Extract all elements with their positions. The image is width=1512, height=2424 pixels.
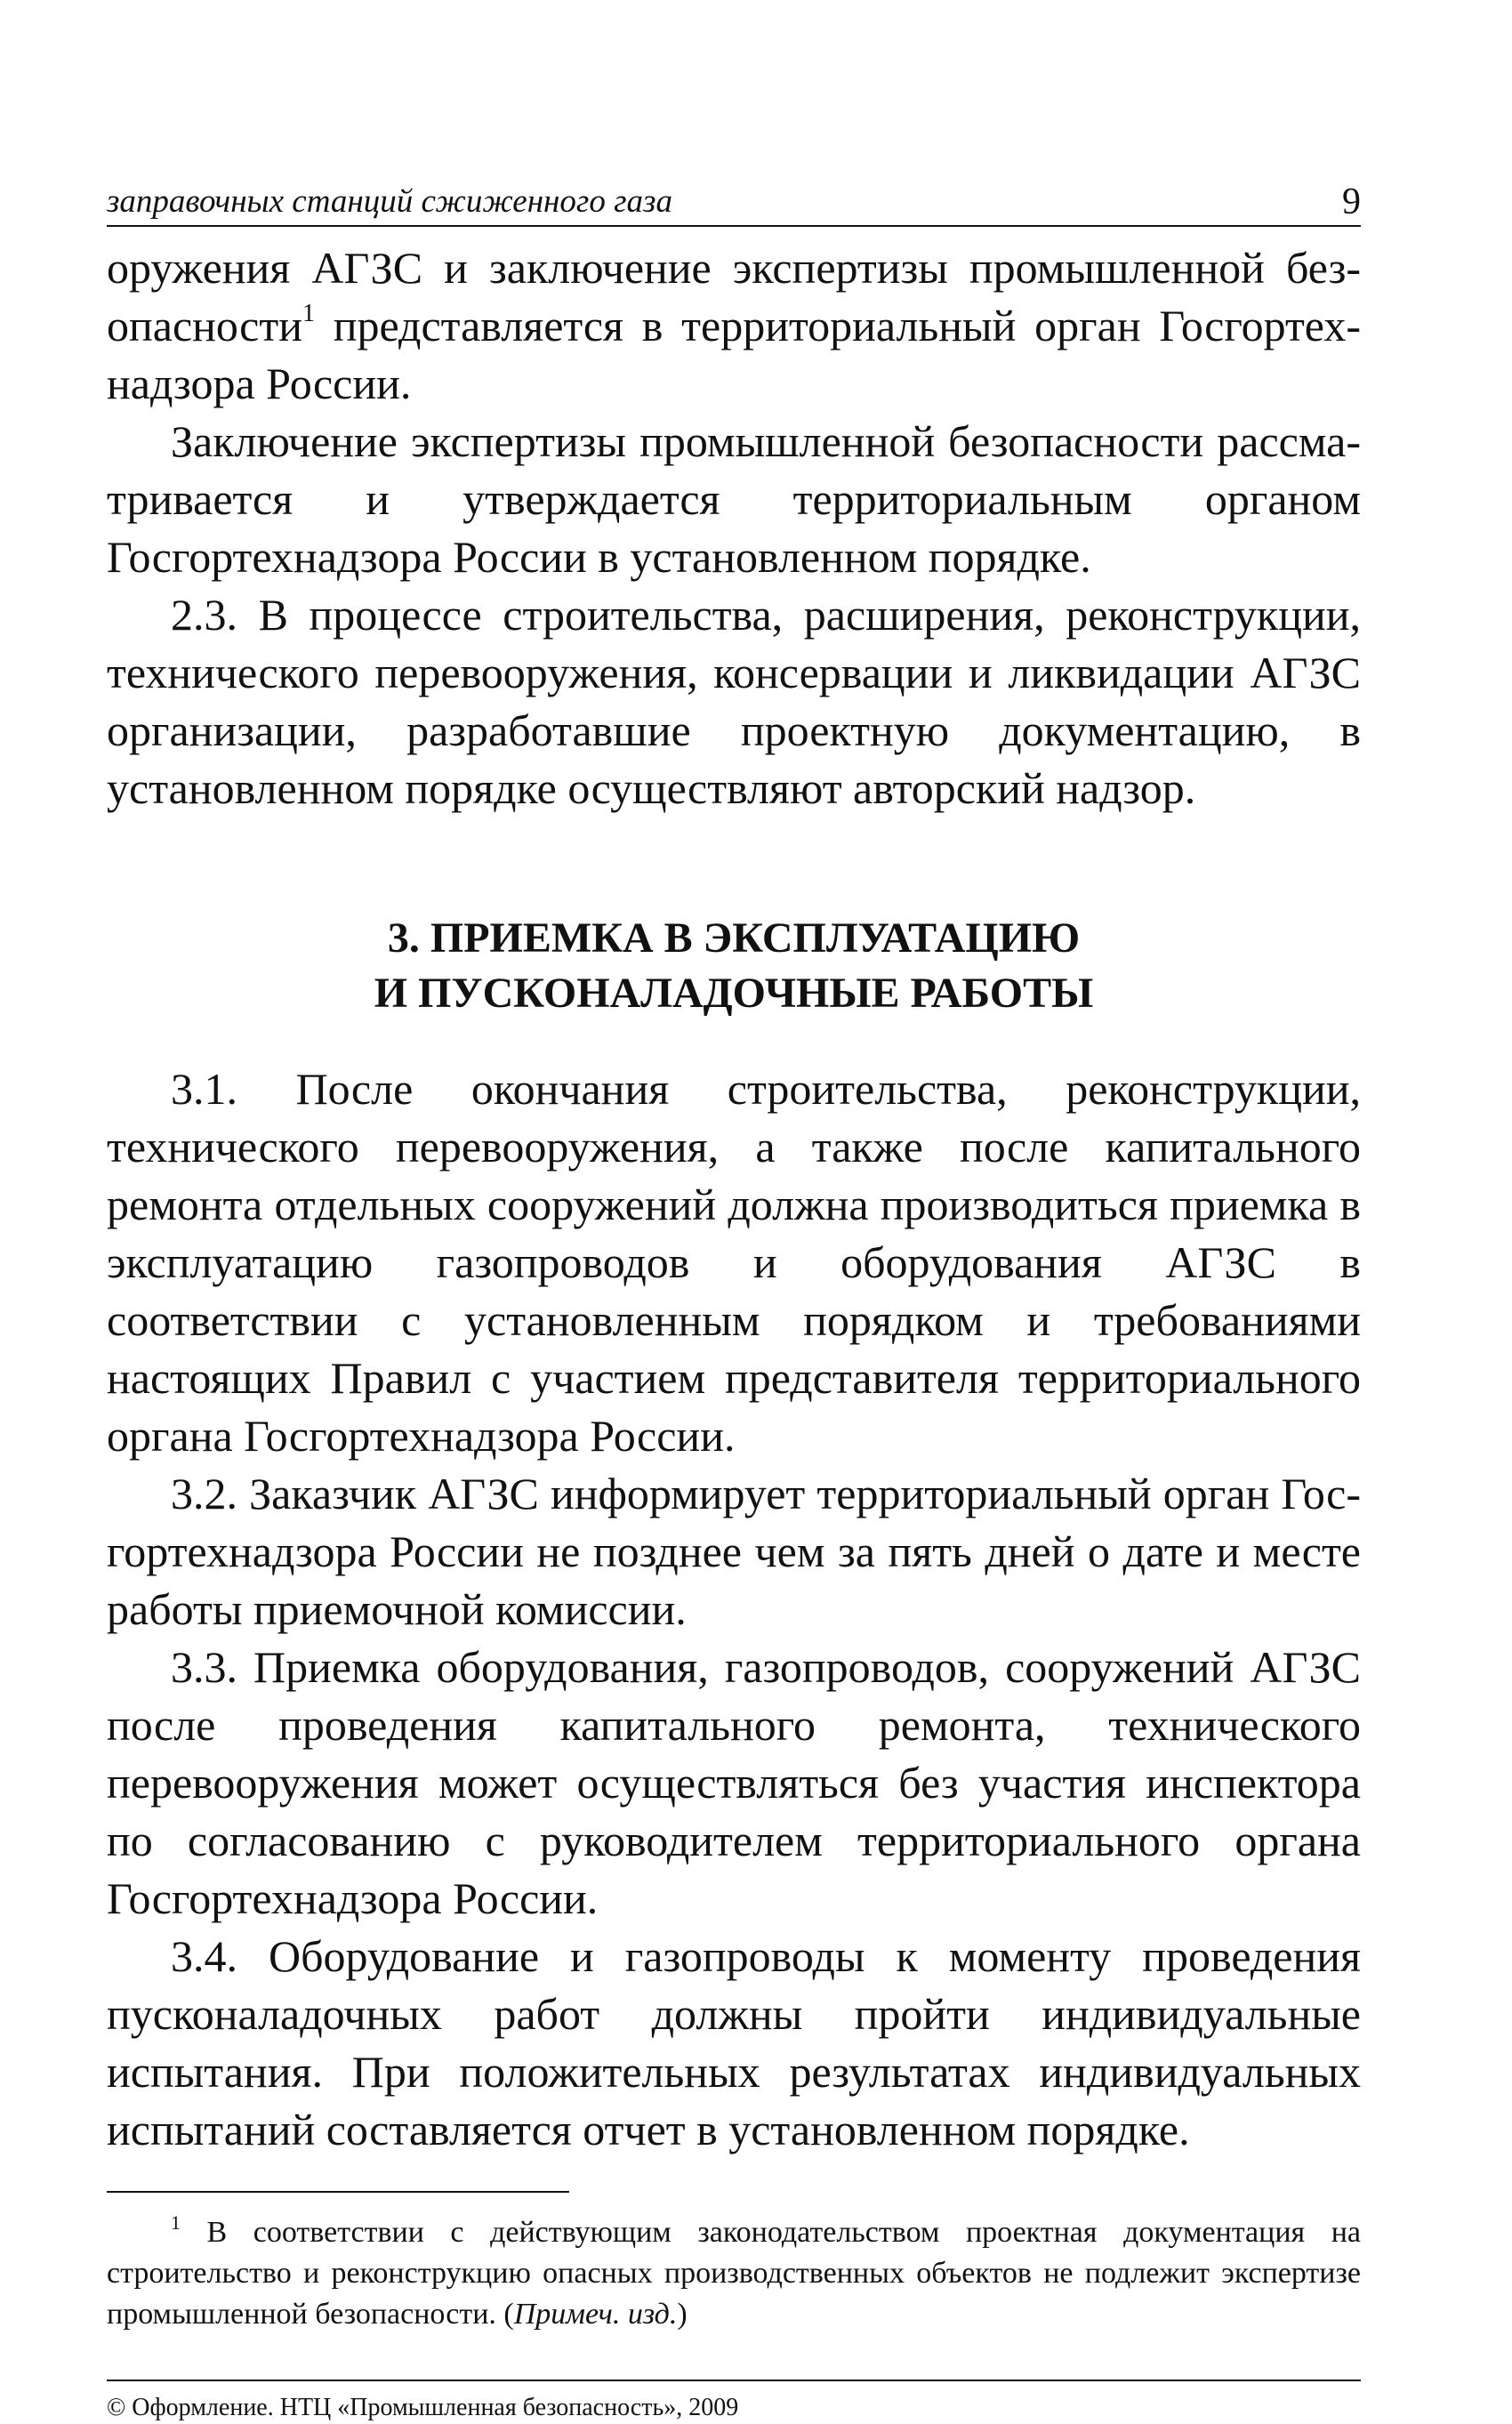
paragraph-3-3: 3.3. Приемка оборудования, газопроводов, сооружений АГЗС после проведения капитального ремонта, технического перевооружения может осуществляться без участия инспектора по согласованию с руководителем территориального органа Госгортехнадзора России. xyxy=(107,1642,1361,1923)
section-heading-line: И ПУСКОНАЛАДОЧНЫЕ РАБОТЫ xyxy=(374,970,1094,1017)
paragraph-text: представляется в территориальный орган Госгортехнадзора России. xyxy=(107,301,1361,408)
section-heading xyxy=(107,911,1361,1021)
document-page xyxy=(107,182,1361,2424)
copyright-divider xyxy=(107,2380,1361,2381)
paragraph-2-3: 2.3. В процессе строительства, расширения, реконструкции, технического перевооружения, консервации и ликвидации АГЗС организации, разработавшие проектную документацию, в установленном порядке осуществляют авторский надзор. xyxy=(107,590,1361,813)
footnote-marker: 1 xyxy=(171,2211,181,2234)
paragraph-continuation xyxy=(107,239,1361,413)
page-number: 9 xyxy=(1342,181,1361,222)
section-heading-line: 3. ПРИЕМКА В ЭКСПЛУАТАЦИЮ xyxy=(387,914,1081,962)
paragraph-3-4: 3.4. Оборудование и газопроводы к моменту проведения пусконаладочных работ должны пройти индивидуальные испытания. При положительных результатах индивидуальных испытаний составляется отчет в установленном порядке. xyxy=(107,1931,1361,2154)
running-title: заправочных станций сжиженного газа xyxy=(107,183,672,220)
body-text xyxy=(107,239,1361,2159)
paragraph-expertise-approval: Заключение экспертизы промышленной безопасности рассматривается и утверждается территориальным органом Госгортехнадзора России в установленном порядке. xyxy=(107,416,1361,582)
footnote-divider xyxy=(107,2191,569,2193)
footnote-reference: 1 xyxy=(302,300,315,327)
footnote-closing: ) xyxy=(677,2298,688,2331)
running-header xyxy=(107,182,1361,227)
footnote-note: Примеч. изд. xyxy=(513,2298,678,2331)
footnote-text: В соответствии с действующим законодательством проектная документация на строительство и реконструкцию опасных производственных объектов не подлежит экспертизе промышленной безопасности. ( xyxy=(107,2216,1361,2331)
copyright-notice: © Оформление. НТЦ «Промышленная безопасность», 2009 xyxy=(107,2394,739,2421)
paragraph-text: оружения АГЗС и заключение экспертизы промышленной безопасности xyxy=(107,243,1361,350)
paragraph-3-2: 3.2. Заказчик АГЗС информирует территориальный орган Госгортехнадзора России не позднее чем за пять дней о дате и месте работы приемочной комиссии. xyxy=(107,1469,1361,1634)
footnote xyxy=(107,2212,1361,2335)
paragraph-3-1: 3.1. После окончания строительства, реконструкции, технического перевооружения, а также после капитального ремонта отдельных сооружений должна производиться приемка в эксплуатацию газопроводов и оборудования АГЗС в соответствии с установленным порядком и требованиями настоящих Правил с участием представителя территориального органа Госгортехнадзора России. xyxy=(107,1064,1361,1461)
